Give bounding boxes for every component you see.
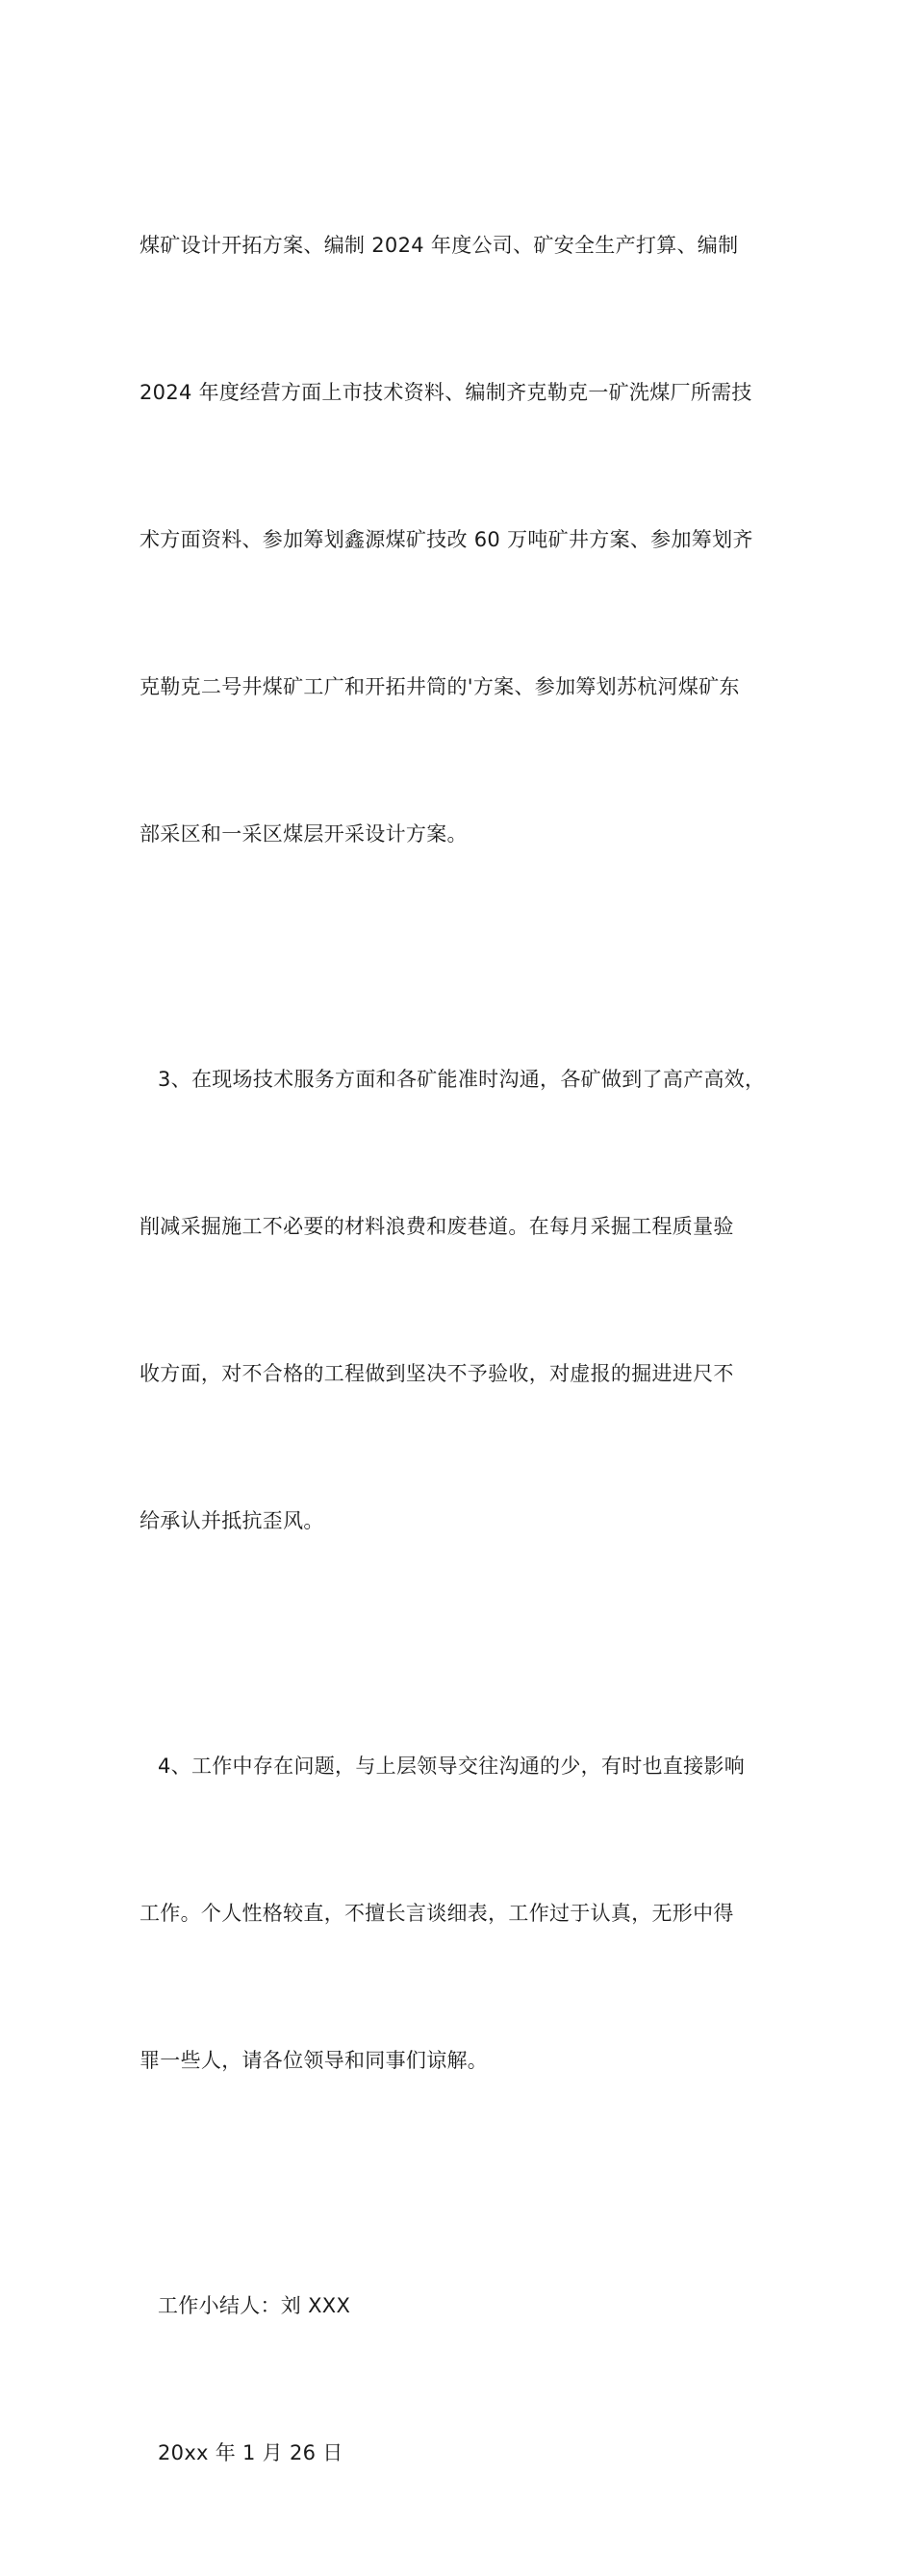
paragraph-item-4 xyxy=(140,1644,784,2184)
paragraph-item-3 xyxy=(140,957,784,1644)
text-line: 克勒克二号井煤矿工广和开拓井筒的'方案、参加筹划苏杭河煤矿东 xyxy=(140,675,740,698)
text-line: 罪一些人，请各位领导和同事们谅解。 xyxy=(140,2049,489,2072)
text-line: 部采区和一采区煤层开采设计方案。 xyxy=(140,822,468,846)
text-line: 给承认并抵抗歪风。 xyxy=(140,1509,324,1532)
text-line: 4、工作中存在问题，与上层领导交往沟通的少，有时也直接影响 xyxy=(158,1755,746,1778)
text-line: 2024 年度经营方面上市技术资料、编制齐克勒克一矿洗煤厂所需技 xyxy=(140,381,752,404)
text-line: 收方面，对不合格的工程做到坚决不予验收，对虚报的掘进进尺不 xyxy=(140,1362,734,1385)
text-line: 工作。个人性格较直，不擅长言谈细表，工作过于认真，无形中得 xyxy=(140,1902,734,1925)
text-line: 术方面资料、参加筹划鑫源煤矿技改 60 万吨矿井方案、参加筹划齐 xyxy=(140,528,753,551)
document-body xyxy=(140,123,784,2576)
date-line: 20xx 年 1 月 26 日 xyxy=(158,2441,343,2464)
signature-line: 工作小结人：刘 XXX xyxy=(158,2294,351,2317)
text-line: 削减采掘施工不必要的材料浪费和废巷道。在每月采掘工程质量验 xyxy=(140,1215,734,1238)
paragraph-plan-work xyxy=(140,123,784,957)
text-line: 煤矿设计开拓方案、编制 2024 年度公司、矿安全生产打算、编制 xyxy=(140,234,739,257)
text-line: 3、在现场技术服务方面和各矿能准时沟通，各矿做到了高产高效， xyxy=(158,1068,766,1091)
signature-block xyxy=(140,2184,784,2576)
